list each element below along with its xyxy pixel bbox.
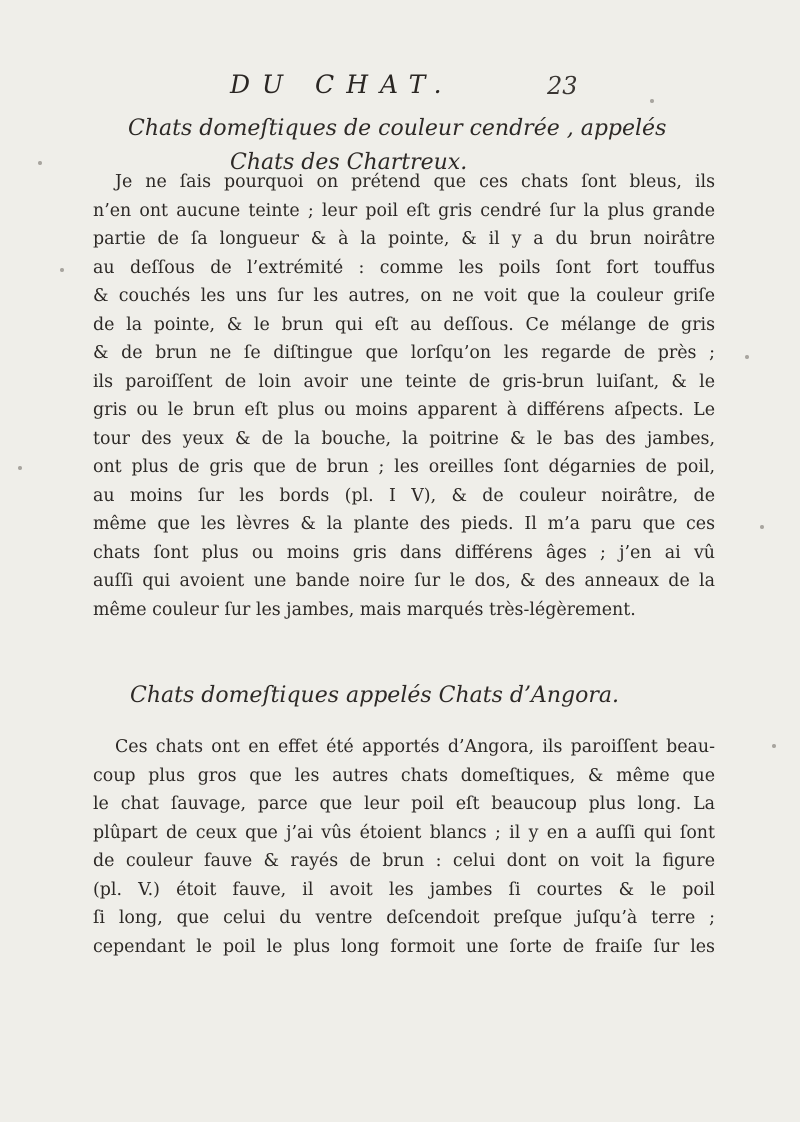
text-line: Je ne ſais pourquoi on prétend que ces chats ſont bleus, ils	[115, 172, 715, 192]
text-line: partie de ſa longueur & à la pointe, & il y a du brun noirâtre	[93, 229, 715, 249]
text-line: chats ſont plus ou moins gris dans différens âges ; j’en ai vû	[93, 542, 715, 563]
running-title: DU CHAT.	[230, 70, 454, 99]
paper-speck	[745, 355, 749, 359]
paper-speck	[650, 99, 654, 103]
text-line: tour des yeux & de la bouche, la poitrine & le bas des jambes,	[93, 428, 715, 449]
text-line: le chat ſauvage, parce que leur poil eſt beaucoup plus long. La	[93, 794, 715, 814]
text-line: ont plus de gris que de brun ; les oreilles ſont dégarnies de poil,	[93, 457, 715, 477]
page-number: 23	[547, 72, 578, 100]
text-line: de la pointe, & le brun qui eſt au deſſous. Ce mélange de gris	[93, 314, 715, 335]
text-line: de couleur fauve & rayés de brun : celui dont on voit la figure	[93, 851, 715, 871]
text-line: au moins ſur les bords (pl. I V), & de couleur noirâtre, de	[93, 485, 715, 506]
text-line: gris ou le brun eſt plus ou moins apparent à différens aſpects. Le	[93, 400, 715, 420]
text-line: n’en ont aucune teinte ; leur poil eſt gris cendré ſur la plus grande	[93, 200, 715, 221]
section-title-chartreux-line2: Chats des Chartreux.	[230, 150, 468, 175]
paper-speck	[760, 525, 764, 529]
text-line: ils paroiſſent de loin avoir une teinte de gris-brun luiſant, & le	[93, 371, 715, 392]
paper-speck	[772, 744, 776, 748]
paper-speck	[38, 161, 42, 165]
text-line: coup plus gros que les autres chats domeſtiques, & même que	[93, 765, 715, 786]
text-line: & couchés les uns ſur les autres, on ne voit que la couleur griſe	[93, 286, 715, 306]
text-line: même couleur ſur les jambes, mais marqués très-légèrement.	[93, 599, 636, 620]
paragraph-chartreux	[93, 168, 715, 624]
paper-speck	[60, 268, 64, 272]
section-title-chartreux-line1: Chats domeſtiques de couleur cendrée , appelés	[128, 116, 667, 141]
text-line: cependant le poil le plus long formoit une ſorte de fraiſe ſur les	[93, 936, 715, 957]
text-line: auſſi qui avoient une bande noire ſur le dos, & des anneaux de la	[93, 571, 715, 591]
paper-speck	[18, 466, 22, 470]
text-line: (pl. V.) étoit fauve, il avoit les jambes ſi courtes & le poil	[93, 879, 715, 900]
section-title-angora: Chats domeſtiques appelés Chats d’Angora.	[130, 683, 619, 708]
text-line: & de brun ne ſe diſtingue que lorſqu’on les regarde de près ;	[93, 343, 715, 363]
text-line: ſi long, que celui du ventre deſcendoit preſque juſqu’à terre ;	[93, 908, 715, 928]
text-line: même que les lèvres & la plante des pieds. Il m’a paru que ces	[93, 514, 715, 534]
text-line: au deſſous de l’extrémité : comme les poils ſont fort touffus	[93, 257, 715, 278]
paragraph-angora	[93, 733, 715, 961]
text-line: Ces chats ont en effet été apportés d’Angora, ils paroiſſent beau-	[115, 737, 715, 757]
text-line: plûpart de ceux que j’ai vûs étoient blancs ; il y en a auſſi qui ſont	[93, 822, 715, 843]
